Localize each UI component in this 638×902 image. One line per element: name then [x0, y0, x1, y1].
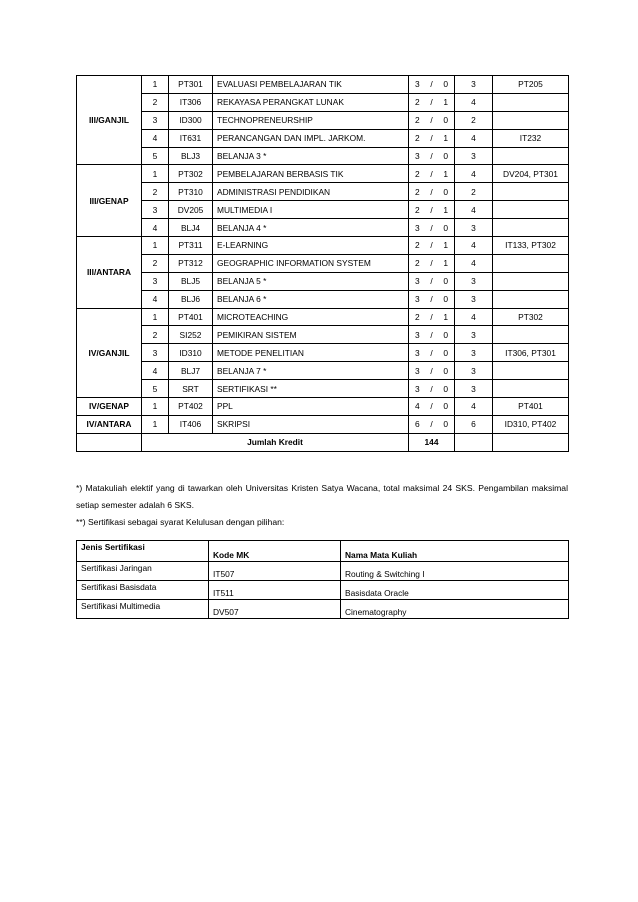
sks-practice: 0	[443, 329, 448, 340]
course-code: BLJ3	[169, 147, 213, 165]
course-prerequisite	[493, 290, 569, 308]
course-number: 3	[142, 111, 169, 129]
sks-practice: 1	[443, 97, 448, 108]
sks-practice: 1	[443, 312, 448, 323]
course-prerequisite: DV204, PT301	[493, 165, 569, 183]
sks-practice: 1	[443, 204, 448, 215]
cert-cell: Cinematography	[341, 600, 569, 619]
course-credits: 4	[455, 254, 493, 272]
course-credits: 3	[455, 147, 493, 165]
sks-theory: 6	[415, 419, 420, 430]
sks-split	[409, 129, 455, 147]
course-code: PT302	[169, 165, 213, 183]
course-prerequisite: IT232	[493, 129, 569, 147]
sks-split-wrap	[413, 348, 450, 358]
course-credits: 3	[455, 380, 493, 398]
course-credits: 3	[455, 272, 493, 290]
sks-split-wrap	[413, 330, 450, 340]
course-title: REKAYASA PERANGKAT LUNAK	[213, 93, 409, 111]
course-title: E-LEARNING	[213, 237, 409, 255]
course-title: PEMBELAJARAN BERBASIS TIK	[213, 165, 409, 183]
cert-header-cell: Nama Mata Kuliah	[341, 541, 569, 562]
course-title: BELANJA 7 *	[213, 362, 409, 380]
sks-separator: /	[430, 186, 433, 197]
course-row	[77, 93, 569, 111]
course-row	[77, 219, 569, 237]
sks-practice: 1	[443, 258, 448, 269]
sks-split-wrap	[413, 169, 450, 179]
course-title: BELANJA 3 *	[213, 147, 409, 165]
total-empty-cell	[455, 433, 493, 451]
cert-row	[77, 600, 569, 619]
sks-split-wrap	[413, 366, 450, 376]
sks-split	[409, 93, 455, 111]
sks-split-wrap	[413, 205, 450, 215]
course-code: PT311	[169, 237, 213, 255]
sks-split-wrap	[413, 79, 450, 89]
sks-separator: /	[430, 115, 433, 126]
course-number: 1	[142, 237, 169, 255]
sks-practice: 1	[443, 133, 448, 144]
course-code: IT631	[169, 129, 213, 147]
sks-theory: 3	[415, 294, 420, 305]
course-number: 3	[142, 344, 169, 362]
sks-split	[409, 165, 455, 183]
sks-split-wrap	[413, 187, 450, 197]
semester-label: IV/ANTARA	[77, 415, 142, 433]
sks-split	[409, 183, 455, 201]
sks-split	[409, 219, 455, 237]
sks-theory: 2	[415, 133, 420, 144]
sks-split-wrap	[413, 276, 450, 286]
sks-theory: 3	[415, 347, 420, 358]
course-number: 4	[142, 290, 169, 308]
sks-practice: 0	[443, 151, 448, 161]
course-title: TECHNOPRENEURSHIP	[213, 111, 409, 129]
course-number: 3	[142, 201, 169, 219]
footnotes	[76, 480, 568, 531]
course-credits: 3	[455, 344, 493, 362]
course-row	[77, 76, 569, 94]
course-number: 3	[142, 272, 169, 290]
course-code: PT310	[169, 183, 213, 201]
course-row	[77, 380, 569, 398]
sks-split	[409, 415, 455, 433]
sks-split	[409, 308, 455, 326]
sks-separator: /	[430, 168, 433, 179]
certification-table	[76, 540, 569, 619]
course-number: 4	[142, 362, 169, 380]
sks-theory: 2	[415, 240, 420, 251]
course-number: 1	[142, 165, 169, 183]
sks-theory: 2	[415, 168, 420, 179]
cert-header-cell: Jenis Sertifikasi	[77, 541, 209, 562]
course-credits: 3	[455, 326, 493, 344]
sks-separator: /	[430, 97, 433, 108]
sks-separator: /	[430, 133, 433, 144]
sks-split	[409, 111, 455, 129]
sks-practice: 0	[443, 401, 448, 412]
course-code: IT406	[169, 415, 213, 433]
cert-row	[77, 581, 569, 600]
total-row	[77, 433, 569, 451]
course-prerequisite: PT401	[493, 398, 569, 416]
sks-practice: 0	[443, 276, 448, 287]
sks-split-wrap	[413, 401, 450, 411]
sks-practice: 0	[443, 383, 448, 394]
course-prerequisite	[493, 183, 569, 201]
course-prerequisite	[493, 362, 569, 380]
course-prerequisite: PT205	[493, 76, 569, 94]
semester-label: III/GANJIL	[77, 76, 142, 165]
course-title: SERTIFIKASI **	[213, 380, 409, 398]
sks-separator: /	[430, 79, 433, 90]
sks-separator: /	[430, 294, 433, 305]
course-row	[77, 344, 569, 362]
sks-separator: /	[430, 401, 433, 412]
curriculum-table	[76, 75, 569, 452]
sks-separator: /	[430, 240, 433, 251]
course-code: BLJ5	[169, 272, 213, 290]
course-row	[77, 308, 569, 326]
sks-split-wrap	[413, 384, 450, 394]
course-credits: 4	[455, 93, 493, 111]
semester-label: IV/GENAP	[77, 398, 142, 416]
sks-theory: 2	[415, 258, 420, 269]
sks-practice: 0	[443, 294, 448, 305]
course-prerequisite	[493, 93, 569, 111]
sks-theory: 3	[415, 329, 420, 340]
course-code: ID300	[169, 111, 213, 129]
course-title: EVALUASI PEMBELAJARAN TIK	[213, 76, 409, 94]
course-credits: 4	[455, 398, 493, 416]
sks-split	[409, 272, 455, 290]
sks-split	[409, 254, 455, 272]
course-number: 1	[142, 398, 169, 416]
course-code: DV205	[169, 201, 213, 219]
sks-split-wrap	[413, 240, 450, 250]
course-number: 4	[142, 219, 169, 237]
course-number: 2	[142, 93, 169, 111]
course-prerequisite: ID310, PT402	[493, 415, 569, 433]
course-title: GEOGRAPHIC INFORMATION SYSTEM	[213, 254, 409, 272]
sks-split	[409, 398, 455, 416]
course-credits: 4	[455, 129, 493, 147]
sks-separator: /	[430, 419, 433, 430]
course-credits: 3	[455, 362, 493, 380]
course-prerequisite	[493, 219, 569, 237]
sks-split-wrap	[413, 419, 450, 429]
sks-split-wrap	[413, 294, 450, 304]
sks-practice: 0	[443, 115, 448, 126]
course-title: BELANJA 6 *	[213, 290, 409, 308]
course-title: SKRIPSI	[213, 415, 409, 433]
course-row	[77, 165, 569, 183]
course-title: BELANJA 5 *	[213, 272, 409, 290]
course-prerequisite	[493, 254, 569, 272]
sks-theory: 2	[415, 204, 420, 215]
course-number: 4	[142, 129, 169, 147]
course-title: METODE PENELITIAN	[213, 344, 409, 362]
sks-theory: 2	[415, 186, 420, 197]
sks-separator: /	[430, 347, 433, 358]
cert-cell: Routing & Switching I	[341, 562, 569, 581]
course-number: 5	[142, 380, 169, 398]
sks-split-wrap	[413, 312, 450, 322]
course-prerequisite	[493, 147, 569, 165]
sks-separator: /	[430, 312, 433, 323]
course-title: PERANCANGAN DAN IMPL. JARKOM.	[213, 129, 409, 147]
course-row	[77, 201, 569, 219]
sks-practice: 0	[443, 186, 448, 197]
sks-theory: 3	[415, 383, 420, 394]
course-prerequisite: PT302	[493, 308, 569, 326]
cert-cell: IT511	[209, 581, 341, 600]
course-code: ID310	[169, 344, 213, 362]
cert-cell: Sertifikasi Jaringan	[77, 562, 209, 581]
sks-split	[409, 326, 455, 344]
course-title: MICROTEACHING	[213, 308, 409, 326]
sks-theory: 4	[415, 401, 420, 412]
course-credits: 4	[455, 201, 493, 219]
course-credits: 3	[455, 219, 493, 237]
course-prerequisite	[493, 326, 569, 344]
course-number: 1	[142, 308, 169, 326]
sks-split	[409, 344, 455, 362]
sks-split-wrap	[413, 258, 450, 268]
course-row	[77, 326, 569, 344]
course-code: PT401	[169, 308, 213, 326]
course-prerequisite	[493, 201, 569, 219]
sks-separator: /	[430, 222, 433, 233]
semester-label: IV/GANJIL	[77, 308, 142, 397]
cert-cell: DV507	[209, 600, 341, 619]
total-value: 144	[409, 433, 455, 451]
sks-split	[409, 380, 455, 398]
sks-theory: 3	[415, 276, 420, 287]
sks-theory: 2	[415, 97, 420, 108]
course-row	[77, 362, 569, 380]
course-code: PT312	[169, 254, 213, 272]
sks-separator: /	[430, 258, 433, 269]
course-number: 2	[142, 183, 169, 201]
semester-label: III/GENAP	[77, 165, 142, 237]
course-credits: 4	[455, 165, 493, 183]
sks-theory: 2	[415, 115, 420, 126]
sks-split-wrap	[413, 97, 450, 107]
course-number: 1	[142, 76, 169, 94]
sks-split	[409, 201, 455, 219]
sks-split	[409, 290, 455, 308]
sks-split	[409, 147, 455, 165]
course-row	[77, 183, 569, 201]
total-label: Jumlah Kredit	[142, 433, 409, 451]
course-row	[77, 237, 569, 255]
course-code: IT306	[169, 93, 213, 111]
course-row	[77, 254, 569, 272]
footnote-elective: *) Matakuliah elektif yang di tawarkan oleh Universitas Kristen Satya Wacana, total maksimal 24 SKS. Pengambilan maksimal setiap semester adalah 6 SKS.	[76, 483, 568, 510]
sks-practice: 1	[443, 240, 448, 251]
course-prerequisite	[493, 380, 569, 398]
course-prerequisite	[493, 111, 569, 129]
sks-split	[409, 237, 455, 255]
course-row	[77, 147, 569, 165]
semester-label: III/ANTARA	[77, 237, 142, 309]
sks-practice: 0	[443, 347, 448, 358]
sks-separator: /	[430, 276, 433, 287]
course-code: PT301	[169, 76, 213, 94]
course-title: PEMIKIRAN SISTEM	[213, 326, 409, 344]
course-number: 2	[142, 326, 169, 344]
course-code: BLJ4	[169, 219, 213, 237]
sks-theory: 3	[415, 79, 420, 90]
total-empty-cell	[493, 433, 569, 451]
sks-theory: 3	[415, 222, 420, 233]
sks-separator: /	[430, 365, 433, 376]
cert-row	[77, 562, 569, 581]
course-number: 5	[142, 147, 169, 165]
sks-separator: /	[430, 383, 433, 394]
sks-split-wrap	[413, 151, 450, 161]
course-number: 2	[142, 254, 169, 272]
course-title: BELANJA 4 *	[213, 219, 409, 237]
course-credits: 2	[455, 111, 493, 129]
course-row	[77, 272, 569, 290]
course-row	[77, 129, 569, 147]
cert-cell: Sertifikasi Multimedia	[77, 600, 209, 619]
sks-split-wrap	[413, 115, 450, 125]
cert-cell: Basisdata Oracle	[341, 581, 569, 600]
course-credits: 3	[455, 290, 493, 308]
course-code: SI252	[169, 326, 213, 344]
cert-header-cell: Kode MK	[209, 541, 341, 562]
sks-practice: 0	[443, 79, 448, 90]
sks-theory: 2	[415, 312, 420, 323]
course-code: PT402	[169, 398, 213, 416]
footnote-certification: **) Sertifikasi sebagai syarat Kelulusan dengan pilihan:	[76, 517, 285, 527]
sks-practice: 0	[443, 365, 448, 376]
course-number: 1	[142, 415, 169, 433]
course-code: BLJ6	[169, 290, 213, 308]
course-code: BLJ7	[169, 362, 213, 380]
sks-split-wrap	[413, 133, 450, 143]
sks-separator: /	[430, 204, 433, 215]
sks-split	[409, 362, 455, 380]
sks-separator: /	[430, 329, 433, 340]
sks-practice: 0	[443, 419, 448, 430]
course-prerequisite	[493, 272, 569, 290]
course-credits: 3	[455, 76, 493, 94]
sks-split	[409, 76, 455, 94]
course-credits: 2	[455, 183, 493, 201]
course-credits: 4	[455, 237, 493, 255]
course-row	[77, 290, 569, 308]
course-title: MULTIMEDIA I	[213, 201, 409, 219]
sks-split-wrap	[413, 223, 450, 233]
course-credits: 6	[455, 415, 493, 433]
course-title: PPL	[213, 398, 409, 416]
course-title: ADMINISTRASI PENDIDIKAN	[213, 183, 409, 201]
course-credits: 4	[455, 308, 493, 326]
sks-theory: 3	[415, 365, 420, 376]
sks-practice: 0	[443, 222, 448, 233]
course-prerequisite: IT306, PT301	[493, 344, 569, 362]
course-row	[77, 111, 569, 129]
cert-cell: IT507	[209, 562, 341, 581]
sks-separator: /	[430, 151, 433, 161]
course-code: SRT	[169, 380, 213, 398]
cert-header-row	[77, 541, 569, 562]
total-empty-cell	[77, 433, 142, 451]
course-prerequisite: IT133, PT302	[493, 237, 569, 255]
sks-practice: 1	[443, 168, 448, 179]
sks-theory: 3	[415, 151, 420, 161]
course-row	[77, 398, 569, 416]
cert-cell: Sertifikasi Basisdata	[77, 581, 209, 600]
course-row	[77, 415, 569, 433]
